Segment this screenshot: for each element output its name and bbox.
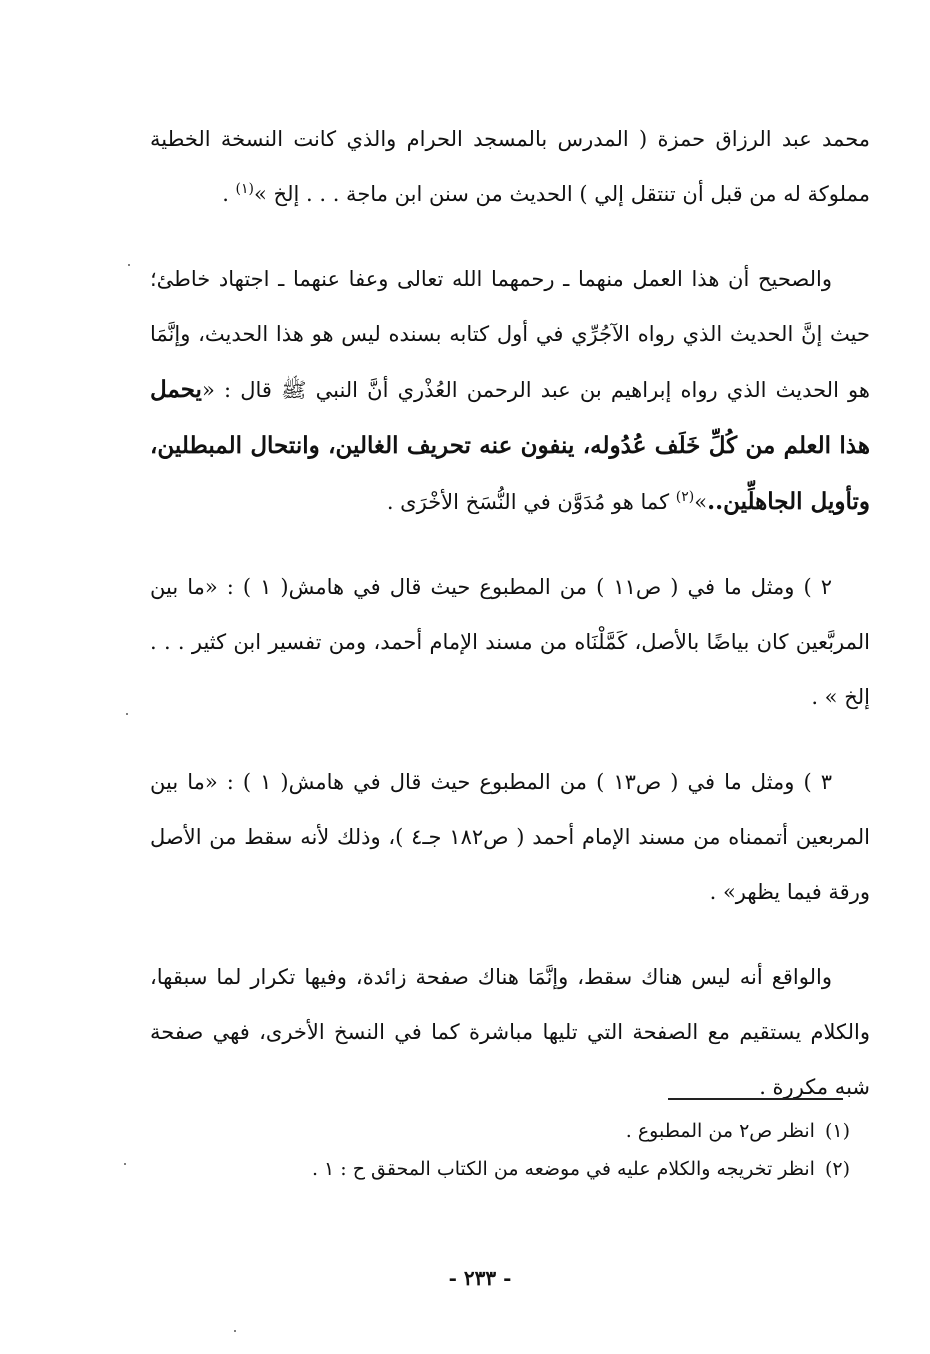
paragraph-5-text: والواقع أنه ليس هناك سقط، وإنَّمَا هناك صفحة زائدة، وفيها تكرار لما سبقها، والكلام يستقيم مع الصفحة التي تليها مباشرة كما في النسخ الأخرى، فهي صفحة شبه مكررة . <box>150 965 870 1099</box>
paragraph-4-text: ٣ ) ومثل ما في ( ص١٣ ) من المطبوع حيث قال في هامش( ١ ) : «ما بين المربعين أتممناه من مسند الإمام أحمد ( ص١٨٢ جـ٤ )، وذلك لأنه سقط من الأصل ورقة فيما يظهر» . <box>150 770 870 904</box>
paragraph-2 <box>150 252 870 530</box>
footnote-2-number: (٢) <box>824 1158 850 1180</box>
footnote-ref-2: (٢) <box>675 489 695 505</box>
footnote-2 <box>230 1150 850 1188</box>
paragraph-3 <box>150 560 870 725</box>
footnote-2-text: انظر تخريجه والكلام عليه في موضعه من الكتاب المحقق ح : ١ . <box>311 1158 815 1180</box>
paragraph-2-end: كما هو مُدَوَّن في النُّسَخ الأخْرَى . <box>386 490 676 514</box>
footnote-1-text: انظر ص٢ من المطبوع . <box>625 1120 815 1142</box>
page-number: - ٢٣٣ - <box>448 1266 512 1290</box>
paragraph-3-text: ٢ ) ومثل ما في ( ص١١ ) من المطبوع حيث قال في هامش( ١ ) : «ما بين المربَّعين كان بياضًا بالأصل، كَمَّلْنَاه من مسند الإمام أحمد، ومن تفسير ابن كثير . . . إلخ » . <box>150 575 870 709</box>
paragraph-5 <box>150 950 870 1115</box>
paragraph-2-text: والصحيح أن هذا العمل منهما ـ رحمهما الله تعالى وعفا عنهما ـ اجتهاد خاطئ؛ حيث إنَّ الحديث الذي رواه الآجُرِّي في أول كتابه بسنده ليس هو هذا الحديث، وإنَّمَا هو الحديث الذي رواه إبراهيم بن عبد الرحمن العُذْري أنَّ النبي ﷺ قال : « <box>150 267 870 402</box>
scan-speck <box>124 1163 126 1165</box>
paragraph-4 <box>150 755 870 920</box>
paragraph-1-end: . <box>222 182 236 206</box>
scan-speck <box>234 1330 236 1332</box>
paragraph-1-text: محمد عبد الرزاق حمزة ( المدرس بالمسجد الحرام والذي كانت النسخة الخطية مملوكة له من قبل أن تنتقل إلي ) الحديث من سنن ابن ماجة . . . إلخ » <box>150 127 870 206</box>
footnotes <box>230 1112 850 1188</box>
footnote-1 <box>230 1112 850 1150</box>
quote-close: » <box>694 490 708 514</box>
scan-speck <box>128 264 130 266</box>
scan-speck <box>126 713 128 715</box>
main-text <box>150 112 870 1145</box>
footnote-separator <box>668 1098 843 1100</box>
footnote-ref-1: (١) <box>235 181 255 197</box>
paragraph-1 <box>150 112 870 222</box>
hadith-quote: يحمل هذا العلم من كُلِّ خَلَف عُدُوله، ينفون عنه تحريف الغالين، وانتحال المبطلين، وتأويل الجاهلِّين.. <box>150 376 870 515</box>
footnote-1-number: (١) <box>824 1120 850 1142</box>
